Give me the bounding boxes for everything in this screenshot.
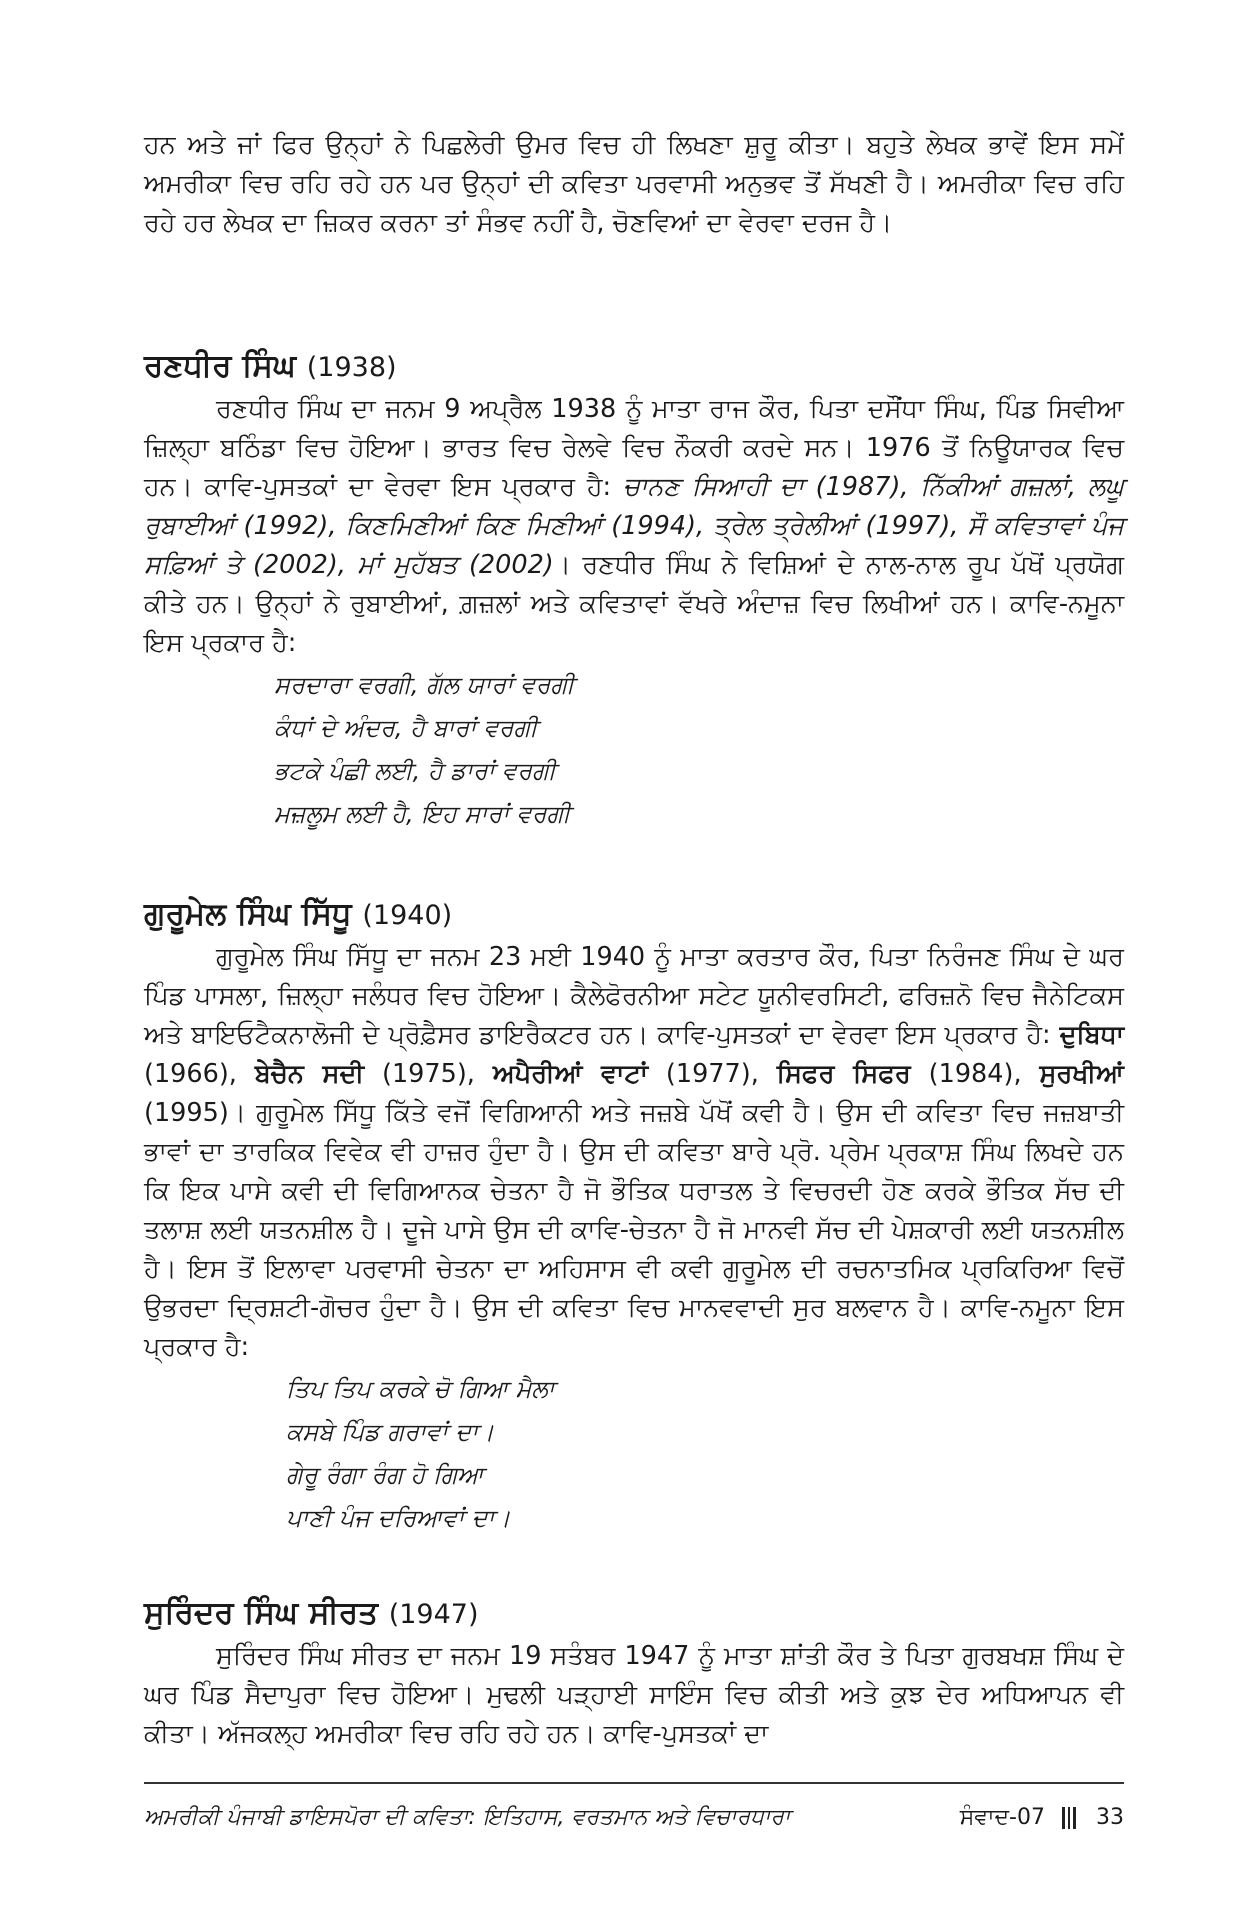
book-list-italic: ਚਾਨਣ ਸਿਆਹੀ ਦਾ (1987), ਨਿੱਕੀਆਂ ਗਜ਼ਲਾਂ, ਲਘੂ ਰੁਬਾਈਆਂ (1992), ਕਿਣਮਿਣੀਆਂ ਕਿਣ ਮਿਣੀਆਂ (1994), ਤ੍ਰੇਲ ਤ੍ਰੇਲੀਆਂ (1997), ਸੌ ਕਵਿਤਾਵਾਂ ਪੰਜ ਸਫ਼ਿਆਂ ਤੇ (2002), ਮਾਂ ਮੁਹੱਬਤ (2002) — [144, 472, 1124, 580]
page-number: 33 — [1096, 1805, 1124, 1830]
poem-line: ਮਜ਼ਲੂਮ ਲਈ ਹੈ, ਇਹ ਸਾਰਾਂ ਵਰਗੀ — [274, 800, 571, 828]
running-title: ਅਮਰੀਕੀ ਪੰਜਾਬੀ ਡਾਇਸਪੋਰਾ ਦੀ ਕਵਿਤਾ: ਇਤਿਹਾਸ, ਵਰਤਮਾਨ ਅਤੇ ਵਿਚਾਰਧਾਰਾ — [144, 1805, 791, 1830]
poet-name: ਸੁਰਿੰਦਰ ਸਿੰਘ ਸੀਰਤ — [144, 1595, 378, 1631]
footer-divider — [144, 1782, 1124, 1784]
section-gurumel-singh-sidhu — [144, 894, 1124, 1540]
section-surinder-singh-seerat — [144, 1593, 1124, 1754]
poem-sample — [286, 1368, 1124, 1540]
section-randhir-singh — [144, 346, 1124, 836]
poem-line: ਕਸਬੇ ਪਿੰਡ ਗਰਾਵਾਂ ਦਾ। — [286, 1418, 495, 1446]
body-text: ਰਣਧੀਰ ਸਿੰਘ ਦਾ ਜਨਮ 9 ਅਪ੍ਰੈਲ 1938 ਨੂੰ ਮਾਤਾ ਰਾਜ ਕੌਰ, ਪਿਤਾ ਦਸੌਂਧਾ ਸਿੰਘ, ਪਿੰਡ ਸਿਵੀਆ ਜ਼ਿਲ੍ਹਾ ਬਠਿੰਡਾ ਵਿਚ ਹੋਇਆ। ਭਾਰਤ ਵਿਚ ਰੇਲਵੇ ਵਿਚ ਨੌਕਰੀ ਕਰਦੇ ਸਨ। 1976 ਤੋਂ ਨਿਊਯਾਰਕ ਵਿਚ ਹਨ। ਕਾਵਿ-ਪੁਸਤਕਾਂ ਦਾ ਵੇਰਵਾ ਇਸ ਪ੍ਰਕਾਰ ਹੈ: — [144, 394, 1124, 502]
poem-line: ਕੰਧਾਂ ਦੇ ਅੰਦਰ, ਹੈ ਬਾਰਾਂ ਵਰਗੀ — [274, 714, 538, 742]
poet-birth-year: (1947) — [388, 1599, 479, 1630]
section-heading — [144, 346, 1124, 388]
poem-line: ਤਿਪ ਤਿਪ ਕਰਕੇ ਚੋ ਗਿਆ ਮੈਲਾ — [286, 1375, 555, 1403]
poem-line: ਗੇਰੂ ਰੰਗਾ ਰੰਗ ਹੋ ਗਿਆ — [286, 1461, 484, 1489]
poem-line: ਪਾਣੀ ਪੰਜ ਦਰਿਆਵਾਂ ਦਾ। — [286, 1504, 511, 1532]
body-text: (1977), — [648, 1059, 777, 1089]
intro-text: ਹਨ ਅਤੇ ਜਾਂ ਫਿਰ ਉਨ੍ਹਾਂ ਨੇ ਪਿਛਲੇਰੀ ਉਮਰ ਵਿਚ ਹੀ ਲਿਖਣਾ ਸ਼ੁਰੂ ਕੀਤਾ। ਬਹੁਤੇ ਲੇਖਕ ਭਾਵੇਂ ਇਸ ਸਮੇਂ ਅਮਰੀਕਾ ਵਿਚ ਰਹਿ ਰਹੇ ਹਨ ਪਰ ਉਨ੍ਹਾਂ ਦੀ ਕਵਿਤਾ ਪਰਵਾਸੀ ਅਨੁਭਵ ਤੋਂ ਸੱਖਣੀ ਹੈ। ਅਮਰੀਕਾ ਵਿਚ ਰਹਿ ਰਹੇ ਹਰ ਲੇਖਕ ਦਾ ਜ਼ਿਕਰ ਕਰਨਾ ਤਾਂ ਸੰਭਵ ਨਹੀਂ ਹੈ, ਚੋਣਵਿਆਂ ਦਾ ਵੇਰਵਾ ਦਰਜ ਹੈ। — [144, 130, 1124, 238]
body-text: (1975), — [364, 1059, 493, 1089]
section-body — [144, 390, 1124, 663]
book-title: ਦੁਬਿਧਾ — [1059, 1020, 1124, 1050]
poet-birth-year: (1938) — [306, 352, 397, 383]
poem-line: ਸਰਦਾਰਾ ਵਰਗੀ, ਗੱਲ ਯਾਰਾਂ ਵਰਗੀ — [274, 671, 575, 699]
poem-line: ਭਟਕੇ ਪੰਛੀ ਲਈ, ਹੈ ਡਾਰਾਂ ਵਰਗੀ — [274, 757, 556, 785]
section-body — [144, 1637, 1124, 1754]
poem-sample — [274, 664, 1124, 836]
footer-right — [960, 1800, 1124, 1836]
book-title: ਬੇਚੈਨ ਸਦੀ — [254, 1059, 365, 1089]
body-text: ਸੁਰਿੰਦਰ ਸਿੰਘ ਸੀਰਤ ਦਾ ਜਨਮ 19 ਸਤੰਬਰ 1947 ਨੂੰ ਮਾਤਾ ਸ਼ਾਂਤੀ ਕੌਰ ਤੇ ਪਿਤਾ ਗੁਰਬਖਸ਼ ਸਿੰਘ ਦੇ ਘਰ ਪਿੰਡ ਸੈਦਾਪੁਰਾ ਵਿਚ ਹੋਇਆ। ਮੁਢਲੀ ਪੜ੍ਹਾਈ ਸਾਇੰਸ ਵਿਚ ਕੀਤੀ ਅਤੇ ਕੁਝ ਦੇਰ ਅਧਿਆਪਨ ਵੀ ਕੀਤਾ। ਅੱਜਕਲ੍ਹ ਅਮਰੀਕਾ ਵਿਚ ਰਹਿ ਰਹੇ ਹਨ। ਕਾਵਿ-ਪੁਸਤਕਾਂ ਦਾ — [144, 1641, 1124, 1749]
section-heading — [144, 894, 1124, 936]
intro-paragraph — [144, 126, 1124, 243]
section-body — [144, 938, 1124, 1367]
body-text: (1966), — [144, 1059, 255, 1089]
poet-name: ਰਣਧੀਰ ਸਿੰਘ — [144, 348, 296, 384]
book-title: ਸਿਫਰ ਸਿਫਰ — [776, 1059, 911, 1089]
body-text: ਗੁਰੂਮੇਲ ਸਿੰਘ ਸਿੱਧੂ ਦਾ ਜਨਮ 23 ਮਈ 1940 ਨੂੰ ਮਾਤਾ ਕਰਤਾਰ ਕੌਰ, ਪਿਤਾ ਨਿਰੰਜਣ ਸਿੰਘ ਦੇ ਘਰ ਪਿੰਡ ਪਾਸਲਾ, ਜ਼ਿਲ੍ਹਾ ਜਲੰਧਰ ਵਿਚ ਹੋਇਆ। ਕੈਲੇਫੋਰਨੀਆ ਸਟੇਟ ਯੂਨੀਵਰਸਿਟੀ, ਫਰਿਜ਼ਨੋ ਵਿਚ ਜੈਨੇਟਿਕਸ ਅਤੇ ਬਾਇਓਟੈਕਨਾਲੋਜੀ ਦੇ ਪ੍ਰੋਫ਼ੈਸਰ ਡਾਇਰੈਕਟਰ ਹਨ। ਕਾਵਿ-ਪੁਸਤਕਾਂ ਦਾ ਵੇਰਵਾ ਇਸ ਪ੍ਰਕਾਰ ਹੈ: — [144, 942, 1124, 1050]
poet-birth-year: (1940) — [362, 900, 453, 931]
page-footer — [144, 1800, 1124, 1836]
poet-name: ਗੁਰੂਮੇਲ ਸਿੰਘ ਸਿੱਧੂ — [144, 896, 352, 932]
body-text: (1984), — [910, 1059, 1040, 1089]
body-text: (1995)। ਗੁਰੂਮੇਲ ਸਿੱਧੂ ਕਿੱਤੇ ਵਜੋਂ ਵਿਗਿਆਨੀ ਅਤੇ ਜਜ਼ਬੇ ਪੱਖੋਂ ਕਵੀ ਹੈ। ਉਸ ਦੀ ਕਵਿਤਾ ਵਿਚ ਜਜ਼ਬਾਤੀ ਭਾਵਾਂ ਦਾ ਤਾਰਕਿਕ ਵਿਵੇਕ ਵੀ ਹਾਜ਼ਰ ਹੁੰਦਾ ਹੈ। ਉਸ ਦੀ ਕਵਿਤਾ ਬਾਰੇ ਪ੍ਰੋ. ਪ੍ਰੇਮ ਪ੍ਰਕਾਸ਼ ਸਿੰਘ ਲਿਖਦੇ ਹਨ ਕਿ ਇਕ ਪਾਸੇ ਕਵੀ ਦੀ ਵਿਗਿਆਨਕ ਚੇਤਨਾ ਹੈ ਜੋ ਭੌਤਿਕ ਧਰਾਤਲ ਤੇ ਵਿਚਰਦੀ ਹੋਣ ਕਰਕੇ ਭੌਤਿਕ ਸੱਚ ਦੀ ਤਲਾਸ਼ ਲਈ ਯਤਨਸ਼ੀਲ ਹੈ। ਦੂਜੇ ਪਾਸੇ ਉਸ ਦੀ ਕਾਵਿ-ਚੇਤਨਾ ਹੈ ਜੋ ਮਾਨਵੀ ਸੱਚ ਦੀ ਪੇਸ਼ਕਾਰੀ ਲਈ ਯਤਨਸ਼ੀਲ ਹੈ। ਇਸ ਤੋਂ ਇਲਾਵਾ ਪਰਵਾਸੀ ਚੇਤਨਾ ਦਾ ਅਹਿਸਾਸ ਵੀ ਕਵੀ ਗੁਰੂਮੇਲ ਦੀ ਰਚਨਾਤਮਿਕ ਪ੍ਰਕਿਰਿਆ ਵਿਚੋਂ ਉਭਰਦਾ ਦ੍ਰਿਸ਼ਟੀ-ਗੋਚਰ ਹੁੰਦਾ ਹੈ। ਉਸ ਦੀ ਕਵਿਤਾ ਵਿਚ ਮਾਨਵਵਾਦੀ ਸੁਰ ਬਲਵਾਨ ਹੈ। ਕਾਵਿ-ਨਮੂਨਾ ਇਸ ਪ੍ਰਕਾਰ ਹੈ: — [144, 1098, 1124, 1362]
body-text: । ਰਣਧੀਰ ਸਿੰਘ ਨੇ ਵਿਸ਼ਿਆਂ ਦੇ ਨਾਲ-ਨਾਲ ਰੂਪ ਪੱਖੋਂ ਪ੍ਰਯੋਗ ਕੀਤੇ ਹਨ। ਉਨ੍ਹਾਂ ਨੇ ਰੁਬਾਈਆਂ, ਗ਼ਜ਼ਲਾਂ ਅਤੇ ਕਵਿਤਾਵਾਂ ਵੱਖਰੇ ਅੰਦਾਜ਼ ਵਿਚ ਲਿਖੀਆਂ ਹਨ। ਕਾਵਿ-ਨਮੂਨਾ ਇਸ ਪ੍ਰਕਾਰ ਹੈ: — [144, 550, 1124, 658]
section-heading — [144, 1593, 1124, 1635]
journal-name: ਸੰਵਾਦ-07 — [959, 1805, 1045, 1830]
book-title: ਅਪੈਰੀਆਂ ਵਾਟਾਂ — [492, 1059, 648, 1089]
book-title: ਸੁਰਖੀਆਂ — [1039, 1059, 1124, 1089]
separator-bars-icon — [1062, 1800, 1079, 1836]
